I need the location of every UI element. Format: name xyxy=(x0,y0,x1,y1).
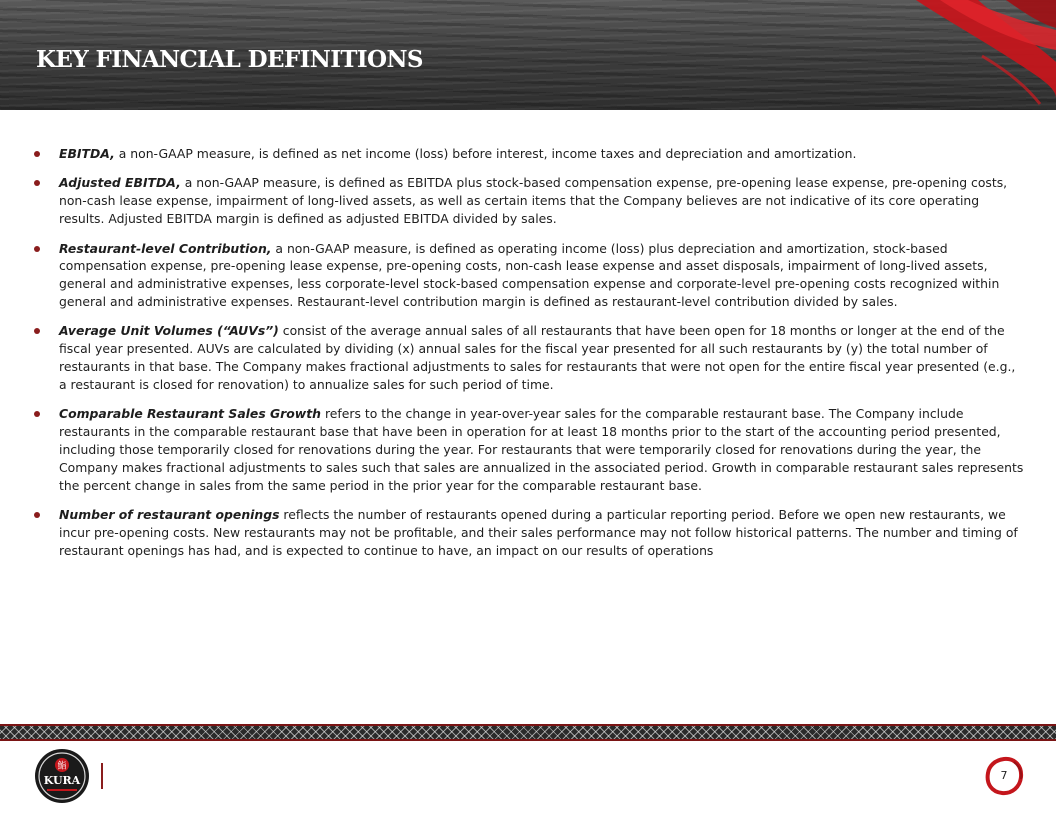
definition-text: consist of the average annual sales of all restaurants that have been open for 18 months or longer at the end of the fiscal year presented. AUVs are calculated by dividing (x) annual sales for the fiscal year presented for all such restaurants by (y) the total number of restaurants in that base. The Company makes fractional adjustments to sales for restaurants that were not open for the entire fiscal year presented (e.g., a restaurant is closed for renovation) to annualize sales for such period of time. xyxy=(59,323,1016,392)
bullet-icon xyxy=(34,180,40,186)
definitions-content xyxy=(34,145,1026,571)
definition-adjusted-ebitda xyxy=(34,174,1026,227)
header-banner xyxy=(0,0,1056,110)
definition-term: EBITDA, xyxy=(59,146,115,161)
definition-text: reflects the number of restaurants opened during a particular reporting period. Before we open new restaurants, we incur pre-opening costs. New restaurants may not be profitable, and their sales performance may not follow historical patterns. The number and timing of restaurant openings has had, and is expected to continue to have, an impact on our results of operations xyxy=(59,506,1018,558)
definition-number-of-restaurant-openings xyxy=(34,506,1026,559)
definition-text: a non-GAAP measure, is defined as EBITDA plus stock-based compensation expense, pre-opening lease expense, pre-opening costs, non-cash lease expense, impairment of long-lived assets, as well as certain items that the Company believes are not indicative of its core operating results. Adjusted EBITDA margin is defined as adjusted EBITDA divided by sales. xyxy=(59,175,1008,227)
definition-restaurant-level-contribution xyxy=(34,240,1026,311)
page-number-badge xyxy=(984,756,1024,796)
kura-logo-icon xyxy=(34,748,90,804)
definition-term: Average Unit Volumes (“AUVs”) xyxy=(59,323,279,339)
definition-text: a non-GAAP measure, is defined as net income (loss) before interest, income taxes and depreciation and amortization. xyxy=(114,146,857,161)
logo-kanji: 鮨 xyxy=(57,761,67,772)
bullet-icon xyxy=(34,246,40,252)
page-title: KEY FINANCIAL DEFINITIONS xyxy=(36,46,423,73)
definition-term: Adjusted EBITDA, xyxy=(59,175,181,191)
definition-term: Restaurant-level Contribution, xyxy=(59,240,272,256)
definition-average-unit-volumes xyxy=(34,322,1026,393)
bullet-icon xyxy=(34,512,40,518)
bullet-icon xyxy=(34,151,40,157)
logo-wordmark: KURA xyxy=(43,774,81,787)
footer-divider xyxy=(101,763,103,789)
bullet-icon xyxy=(34,411,40,417)
definition-text: refers to the change in year-over-year sales for the comparable restaurant base. The Company include restaurants in the comparable restaurant base that have been in operation for at least 18 months prior to the start of the accounting period presented, including those temporarily closed for renovations during the year. For restaurants that were temporarily closed for renovations during the year, the Company makes fractional adjustments to sales such that sales are annualized in the associated period. Growth in comparable restaurant sales represents the percent change in sales from the same period in the prior year for the comparable restaurant base. xyxy=(59,406,1024,493)
definition-term: Comparable Restaurant Sales Growth xyxy=(59,406,321,422)
definition-comparable-restaurant-sales-growth xyxy=(34,405,1026,494)
page-number: 7 xyxy=(1000,769,1008,782)
definition-text: a non-GAAP measure, is defined as operating income (loss) plus depreciation and amortization, stock-based compensation expense, pre-opening lease expense, pre-opening costs, non-cash lease expense and asset disposals, impairment of long-lived assets, general and administrative expenses, less corporate-level stock-based compensation expense and corporate-level pre-opening costs recognized within general and administrative expenses. Restaurant-level contribution margin is defined as restaurant-level contribution divided by sales. xyxy=(59,240,1000,309)
footer-pattern-band xyxy=(0,724,1056,741)
red-brush-stroke-icon xyxy=(856,0,1056,110)
definition-ebitda xyxy=(34,145,1026,163)
definition-term: Number of restaurant openings xyxy=(59,506,280,522)
bullet-icon xyxy=(34,328,40,334)
definitions-list xyxy=(34,145,1026,559)
